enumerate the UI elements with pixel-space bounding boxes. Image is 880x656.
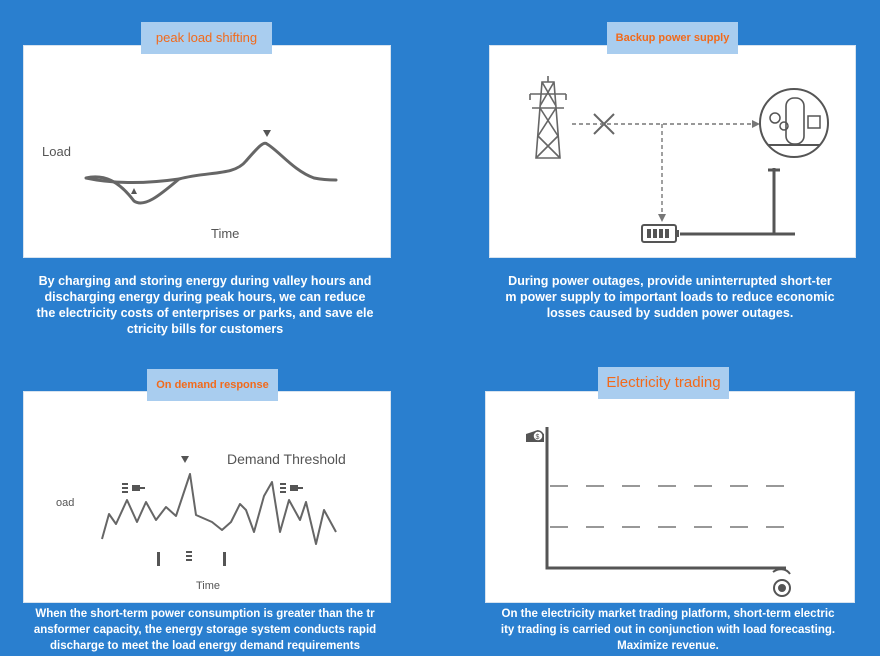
arrow-right-icon: [752, 120, 760, 128]
time-tick-marks: [157, 551, 226, 566]
electricity-trading-tag: Electricity trading: [598, 367, 729, 399]
caption-line: m power supply to important loads to reduce economic: [505, 290, 835, 304]
caption-line: Maximize revenue.: [617, 640, 719, 652]
peak-marker-icon: [263, 130, 271, 137]
caption-line: ansformer capacity, the energy storage system conducts rapid: [33, 624, 377, 636]
arrow-down-icon: [658, 214, 666, 222]
peak-load-caption: [10, 273, 400, 337]
caption-line: During power outages, provide uninterrupted short-ter: [508, 274, 832, 288]
demand-response-tag: On demand response: [147, 369, 278, 401]
peak-load-tag: peak load shifting: [141, 22, 272, 54]
peak-load-chart: [24, 46, 392, 259]
demand-response-chart: [24, 392, 392, 604]
peak-load-y-label: Load: [42, 144, 71, 159]
revenue-icon: [773, 569, 790, 596]
backup-power-panel: [489, 45, 856, 258]
load-supply-line: [768, 168, 780, 234]
demand-load-line: [102, 474, 336, 544]
backup-power-caption: [475, 273, 865, 321]
valley-marker-icon: [131, 188, 137, 194]
power-tower-icon: [530, 76, 566, 158]
load-curve: [86, 143, 336, 203]
caption-line: When the short-term power consumption is greater than the tr: [35, 608, 375, 620]
money-bag-icon: [526, 430, 544, 442]
demand-response-caption: [10, 606, 400, 654]
caption-line: losses caused by sudden power outages.: [546, 306, 794, 320]
caption-line: ity trading is carried out in conjunction with load forecasting.: [500, 624, 836, 636]
caption-line: discharging energy during peak hours, we can reduce: [44, 290, 366, 304]
caption-line: ctricity bills for customers: [126, 322, 284, 336]
threshold-marker-icon: [181, 456, 189, 463]
electricity-trading-caption: [473, 606, 863, 654]
caption-line: discharge to meet the load energy demand requirements: [50, 640, 360, 652]
electricity-trading-panel: [485, 391, 855, 603]
demand-x-label: Time: [196, 580, 221, 592]
discharge-plug-icon: [122, 483, 145, 493]
backup-power-tag: Backup power supply: [607, 22, 738, 54]
backup-power-diagram: [490, 46, 857, 259]
svg-text:$: $: [535, 434, 540, 441]
caption-line: By charging and storing energy during valley hours and: [38, 274, 372, 288]
demand-threshold-label: Demand Threshold: [227, 451, 346, 467]
demand-response-panel: [23, 391, 391, 603]
trading-axes: [547, 427, 786, 568]
trading-chart: [486, 392, 856, 604]
factory-load-icon: [760, 89, 828, 157]
demand-y-label: oad: [56, 497, 75, 509]
discharge-plug-icon: [280, 483, 303, 493]
peak-load-x-label: Time: [211, 226, 240, 241]
battery-icon: [642, 225, 679, 242]
caption-line: On the electricity market trading platform, short-term electric: [501, 608, 835, 620]
peak-load-panel: [23, 45, 391, 258]
caption-line: the electricity costs of enterprises or parks, and save ele: [36, 306, 374, 320]
